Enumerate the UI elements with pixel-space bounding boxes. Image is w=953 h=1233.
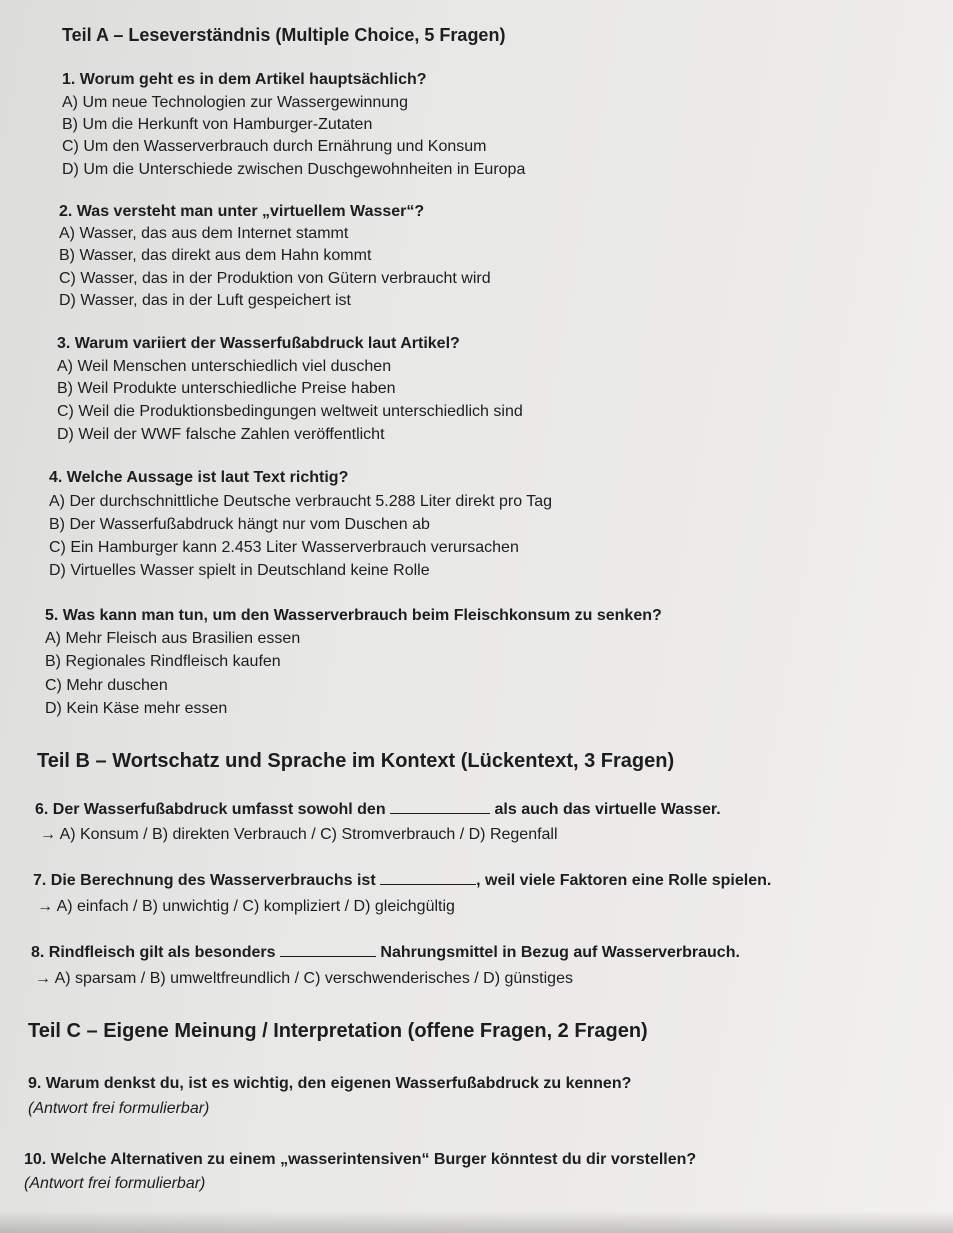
part-b-heading: Teil B – Wortschatz und Sprache im Kontext (Lückentext, 3 Fragen) — [37, 750, 675, 772]
question-10-note: (Antwort frei formulierbar) — [24, 1175, 206, 1192]
question-2-option-b: B) Wasser, das direkt aus dem Hahn kommt — [59, 247, 372, 264]
question-7 — [33, 872, 771, 890]
question-2-option-d: D) Wasser, das in der Luft gespeichert ist — [59, 292, 351, 309]
question-5: 5. Was kann man tun, um den Wasserverbrauch beim Fleischkonsum zu senken? — [45, 607, 662, 624]
question-4-option-c: C) Ein Hamburger kann 2.453 Liter Wasserverbrauch verursachen — [49, 539, 519, 556]
question-10: 10. Welche Alternativen zu einem „wasserintensiven“ Burger könntest du dir vorstellen? — [24, 1151, 697, 1168]
question-1: 1. Worum geht es in dem Artikel hauptsächlich? — [62, 71, 427, 88]
question-8 — [31, 944, 740, 962]
question-4-option-a: A) Der durchschnittliche Deutsche verbraucht 5.288 Liter direkt pro Tag — [49, 493, 553, 510]
question-8-blank[interactable] — [280, 955, 376, 957]
question-6-blank[interactable] — [390, 812, 490, 814]
question-7-text-after: , weil viele Faktoren eine Rolle spielen. — [476, 872, 772, 889]
question-7-blank[interactable] — [380, 883, 476, 885]
question-6-text-after: als auch das virtuelle Wasser. — [494, 801, 721, 818]
question-3: 3. Warum variiert der Wasserfußabdruck laut Artikel? — [57, 335, 460, 352]
question-3-option-b: B) Weil Produkte unterschiedliche Preise haben — [57, 380, 396, 397]
question-1-option-b: B) Um die Herkunft von Hamburger-Zutaten — [62, 116, 373, 133]
question-6 — [35, 801, 721, 819]
question-8-text-after: Nahrungsmittel in Bezug auf Wasserverbrauch. — [380, 944, 740, 961]
question-3-option-d: D) Weil der WWF falsche Zahlen veröffentlicht — [57, 426, 385, 443]
question-5-option-b: B) Regionales Rindfleisch kaufen — [45, 653, 281, 670]
question-9-note: (Antwort frei formulierbar) — [28, 1100, 210, 1117]
question-8-options: → A) sparsam / B) umweltfreundlich / C) verschwenderisches / D) günstiges — [35, 970, 573, 987]
question-3-option-c: C) Weil die Produktionsbedingungen weltweit unterschiedlich sind — [57, 403, 523, 420]
question-2-option-c: C) Wasser, das in der Produktion von Gütern verbraucht wird — [59, 270, 491, 287]
question-7-options: → A) einfach / B) unwichtig / C) kompliziert / D) gleichgültig — [37, 898, 455, 915]
question-5-option-c: C) Mehr duschen — [45, 677, 168, 694]
question-6-options: → A) Konsum / B) direkten Verbrauch / C) Stromverbrauch / D) Regenfall — [40, 826, 558, 843]
part-a-heading: Teil A – Leseverständnis (Multiple Choice, 5 Fragen) — [62, 25, 506, 45]
question-4: 4. Welche Aussage ist laut Text richtig? — [49, 469, 349, 486]
question-2: 2. Was versteht man unter „virtuellem Wasser“? — [59, 203, 425, 220]
question-8-text-before: 8. Rindfleisch gilt als besonders — [31, 944, 276, 961]
question-2-option-a: A) Wasser, das aus dem Internet stammt — [59, 225, 349, 242]
question-4-option-d: D) Virtuelles Wasser spielt in Deutschland keine Rolle — [49, 562, 430, 579]
question-6-text-before: 6. Der Wasserfußabdruck umfasst sowohl den — [35, 801, 386, 818]
question-4-option-b: B) Der Wasserfußabdruck hängt nur vom Duschen ab — [49, 516, 430, 533]
question-9: 9. Warum denkst du, ist es wichtig, den eigenen Wasserfußabdruck zu kennen? — [28, 1075, 632, 1092]
question-7-text-before: 7. Die Berechnung des Wasserverbrauchs ist — [33, 872, 376, 889]
question-3-option-a: A) Weil Menschen unterschiedlich viel duschen — [57, 358, 392, 375]
question-1-option-a: A) Um neue Technologien zur Wassergewinnung — [62, 94, 408, 111]
question-1-option-c: C) Um den Wasserverbrauch durch Ernährung und Konsum — [62, 138, 487, 155]
question-5-option-d: D) Kein Käse mehr essen — [45, 700, 228, 717]
question-5-option-a: A) Mehr Fleisch aus Brasilien essen — [45, 630, 301, 647]
question-1-option-d: D) Um die Unterschiede zwischen Duschgewohnheiten in Europa — [62, 161, 526, 178]
part-c-heading: Teil C – Eigene Meinung / Interpretation (offene Fragen, 2 Fragen) — [28, 1020, 648, 1042]
